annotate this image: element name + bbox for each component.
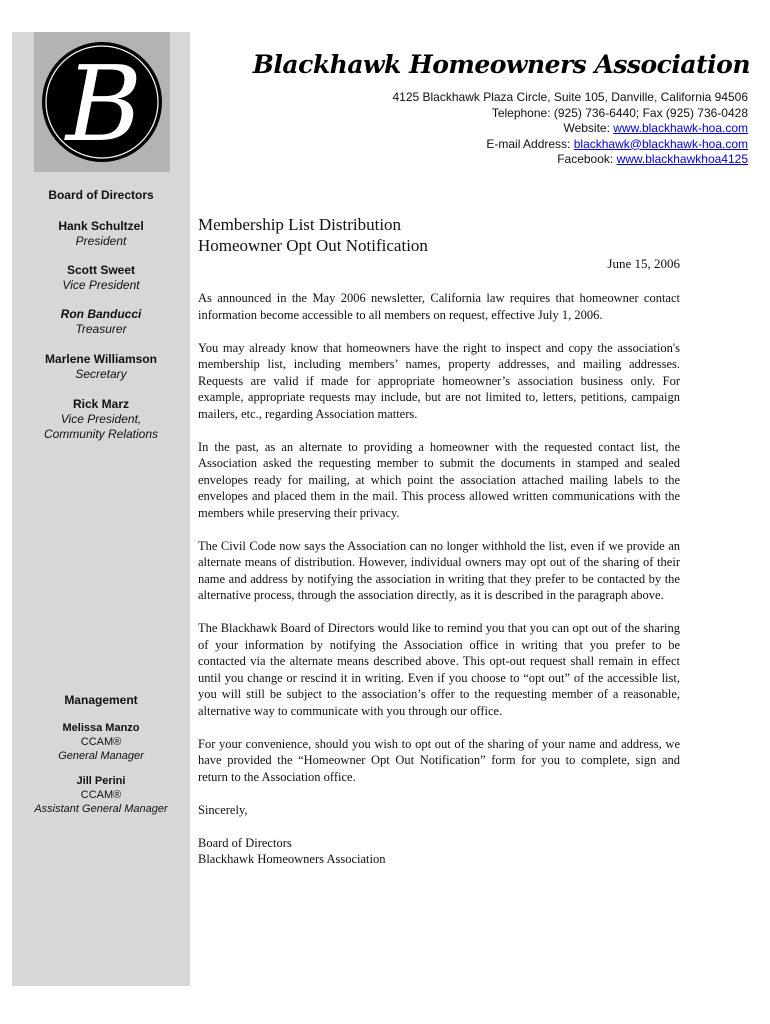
- board-heading: Board of Directors: [48, 188, 154, 202]
- member-name: Rick Marz: [72, 397, 130, 411]
- manager-name: Jill Perini: [76, 775, 126, 787]
- letter-date: June 15, 2006: [607, 256, 680, 271]
- board-member: [12, 263, 190, 293]
- facebook-line: Facebook: www.blackhawkhoa4125: [557, 152, 748, 166]
- member-role: Secretary: [75, 367, 127, 381]
- monogram-b-logo-icon: [34, 32, 170, 172]
- manager: [12, 721, 190, 763]
- manager: [12, 774, 190, 816]
- member-role: Vice President,: [60, 412, 142, 426]
- management-heading: Management: [64, 693, 138, 707]
- email-line: E-mail Address: blackhawk@blackhawk-hoa.com: [486, 136, 748, 151]
- manager-role: General Manager: [58, 750, 144, 762]
- website-link[interactable]: www.blackhawk-hoa.com: [613, 121, 748, 135]
- title-line: Homeowner Opt Out Notification: [198, 236, 428, 255]
- member-role: Community Relations: [43, 427, 159, 441]
- paragraph: The Civil Code now says the Association can no longer withhold the list, even if we provide an alternate means of distribution. However, individual owners may opt out of the sharing of their name and address by notifying the association in writing that they prefer to be contacted by the alternative process, through the association directly, as it is described in the paragraph above.: [198, 538, 680, 602]
- manager-name: Melissa Manzo: [62, 722, 140, 734]
- contact-info: [392, 90, 748, 168]
- paragraph: In the past, as an alternate to providing a homeowner with the requested contact list, the Association asked the requesting member to submit the documents in stamped and sealed envelopes ready for mailing, at which point the association attached mailing labels to the envelopes and placed them in the mail. This process allowed written communications with the members while preserving their privacy.: [198, 439, 680, 520]
- facebook-link[interactable]: www.blackhawkhoa4125: [616, 152, 748, 166]
- title-line: Membership List Distribution: [198, 215, 402, 234]
- board-member: [12, 219, 190, 249]
- association-name: Blackhawk Homeowners Association: [252, 50, 750, 79]
- member-name: Scott Sweet: [66, 263, 135, 277]
- board-member: [12, 352, 190, 382]
- member-name: Marlene Williamson: [45, 352, 157, 366]
- member-name: Hank Schultzel: [58, 219, 144, 233]
- paragraph: For your convenience, should you wish to opt out of the sharing of your name and address, we have provided the “Homeowner Opt Out Notification” form for you to complete, sign and return to the Association office.: [198, 736, 680, 784]
- logo-letter: B: [65, 43, 143, 165]
- paragraph: As announced in the May 2006 newsletter, California law requires that homeowner contact information become accessible to all members on request, effective July 1, 2006.: [198, 291, 680, 322]
- manager-credential: CCAM®: [80, 789, 122, 801]
- member-role: Treasurer: [75, 322, 127, 336]
- telephone: Telephone: (925) 736-6440; Fax (925) 736-0428: [491, 105, 748, 120]
- logo: [34, 32, 170, 172]
- manager-credential: CCAM®: [80, 736, 122, 748]
- board-member: [12, 307, 190, 337]
- paragraph: You may already know that homeowners have the right to inspect and copy the association's membership list, including members’ names, property addresses, and mailing addresses. Requests are valid if made for appropriate homeowner’s association business only. For example, appropriate requests may include, but are not limited to, letters, petitions, campaign mailers, etc., regarding Association matters.: [198, 340, 680, 421]
- sidebar-panel: [12, 32, 190, 986]
- signature: [198, 835, 680, 868]
- signature-line: Blackhawk Homeowners Association: [198, 852, 386, 866]
- paragraph: The Blackhawk Board of Directors would like to remind you that you can opt out of the sharing of your information by notifying the Association office in writing that you prefer to be contacted via the alternate means described above. This opt-out request shall remain in effect until you change or rescind it in writing. Even if you choose to “opt out” of the accessible list, you will still be subject to the association’s offer to the requesting member of a reasonable, alternative way to communicate with you through our office.: [198, 621, 680, 718]
- document-title: [198, 214, 428, 256]
- signature-line: Board of Directors: [198, 835, 292, 850]
- letter-body: [198, 290, 680, 868]
- member-role: Vice President: [62, 278, 140, 292]
- website-line: Website: www.blackhawk-hoa.com: [563, 121, 748, 135]
- address: 4125 Blackhawk Plaza Circle, Suite 105, Danville, California 94506: [392, 90, 748, 104]
- email-link[interactable]: blackhawk@blackhawk-hoa.com: [573, 136, 748, 151]
- member-role: President: [75, 234, 127, 248]
- member-name: Ron Banducci: [60, 307, 142, 321]
- manager-role: Assistant General Manager: [34, 803, 168, 815]
- board-member: [12, 397, 190, 442]
- closing: Sincerely,: [198, 802, 248, 817]
